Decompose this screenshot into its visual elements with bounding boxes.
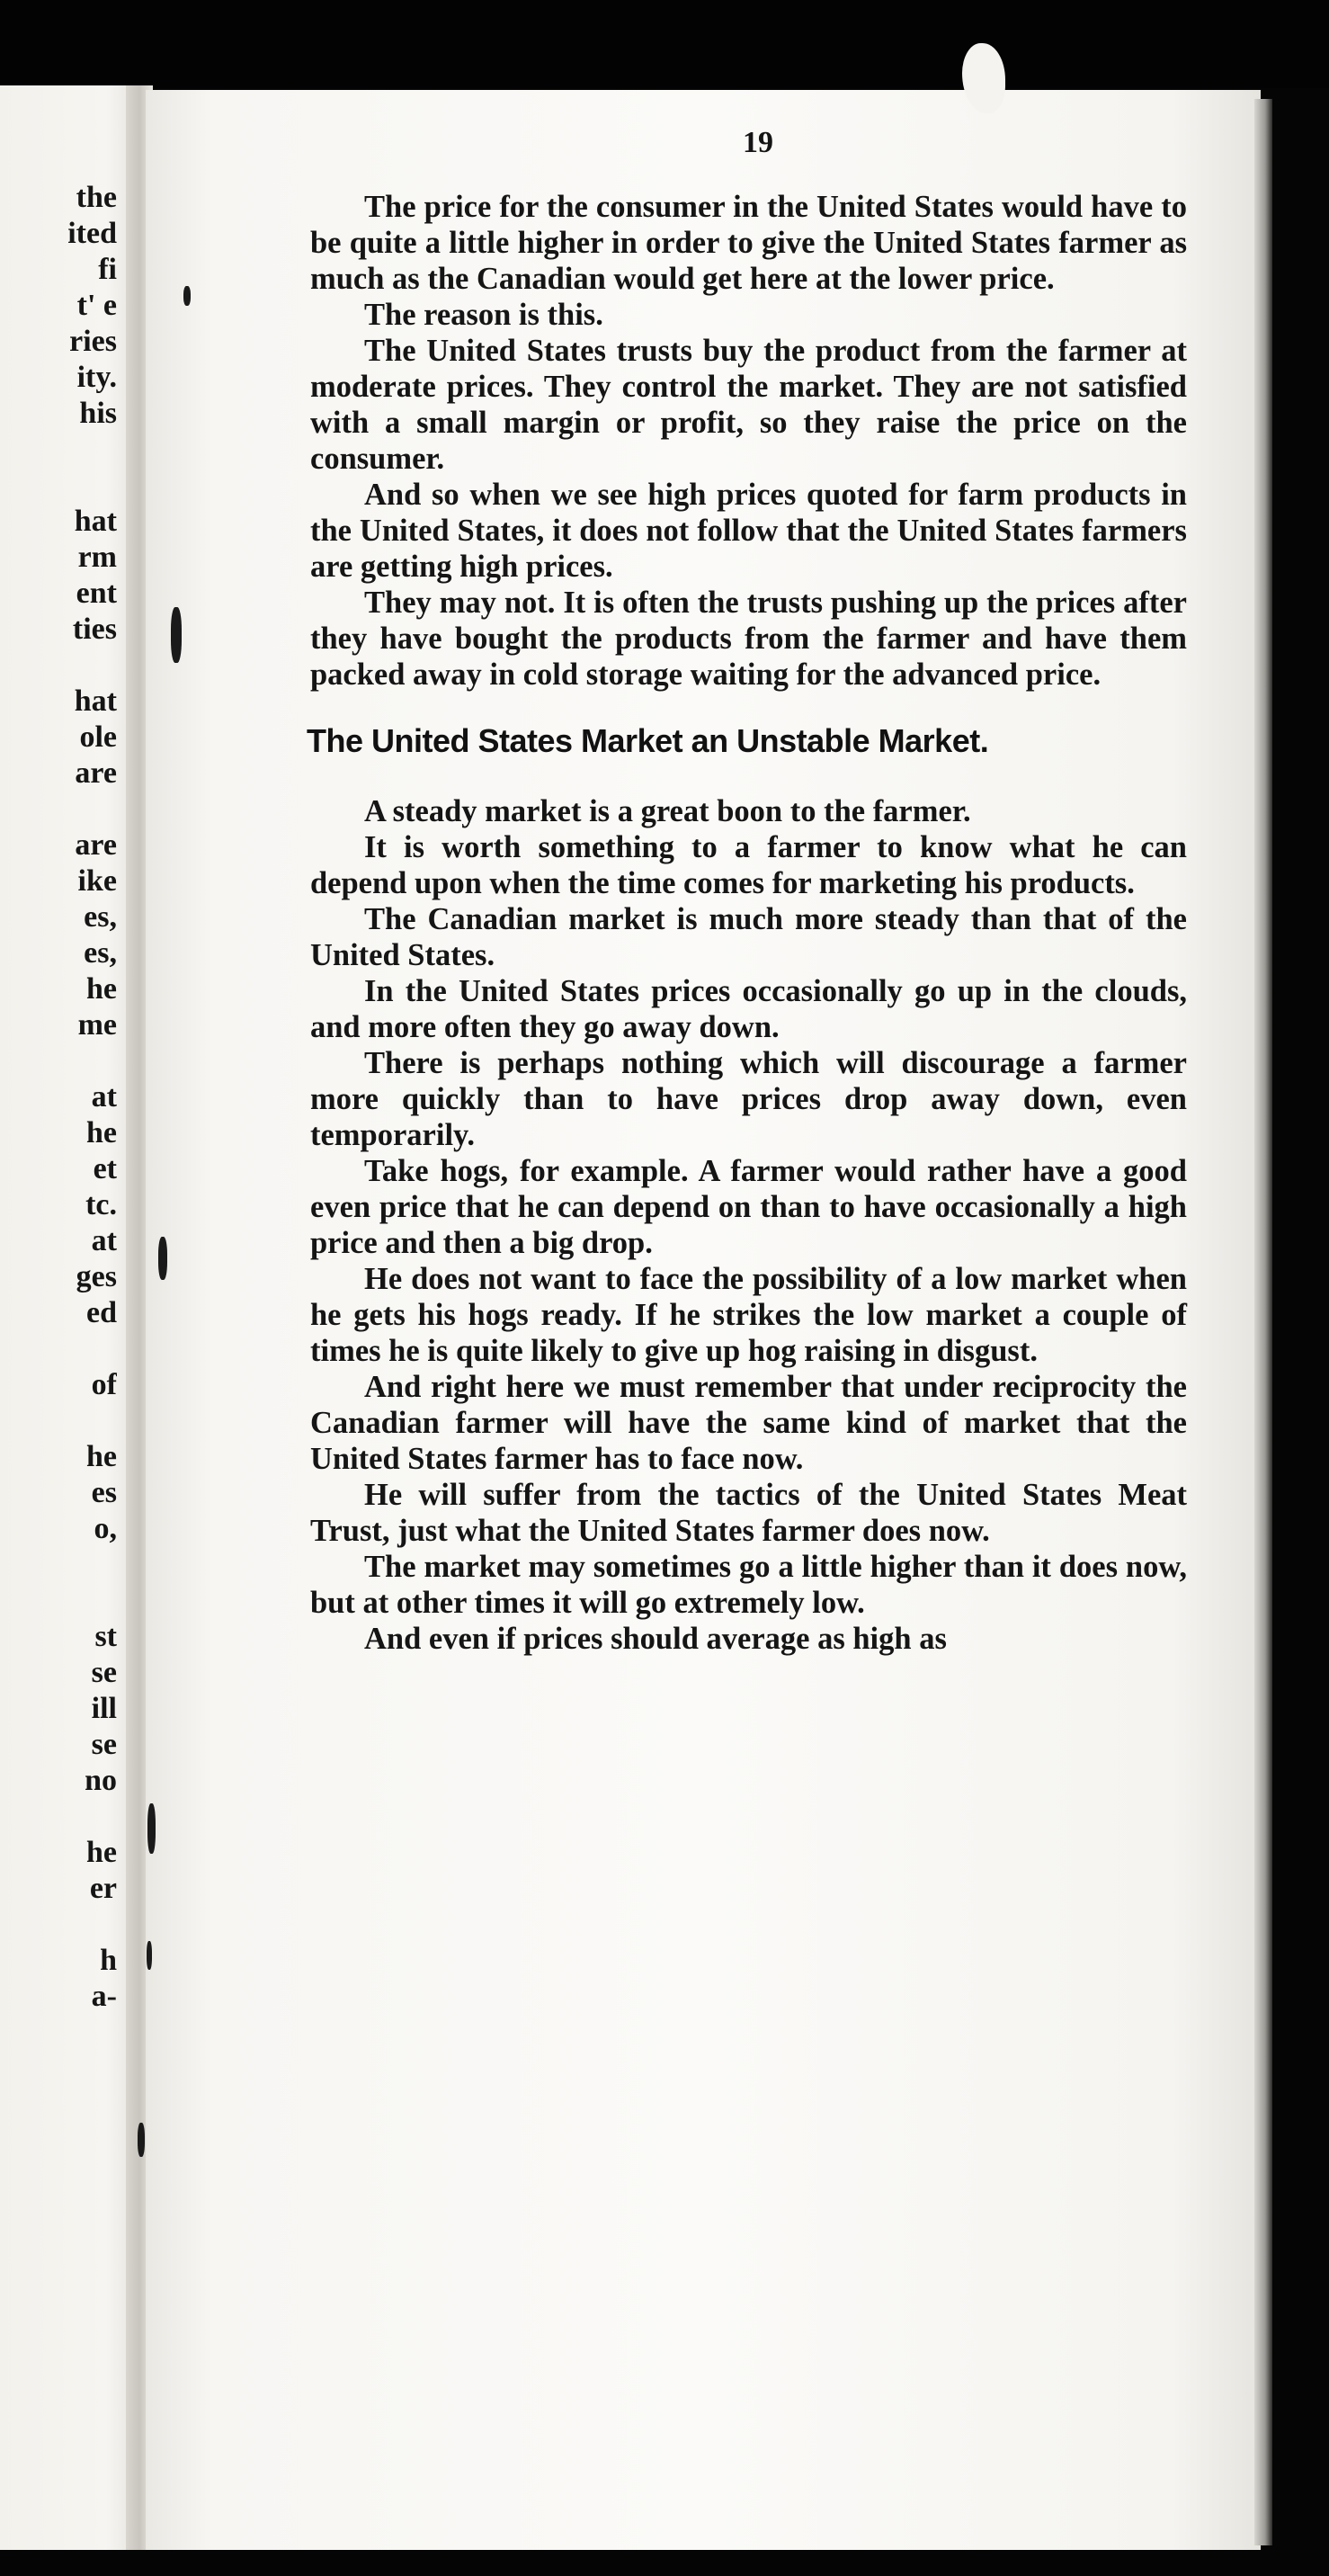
left-page-fragment-line: o, bbox=[94, 1512, 117, 1545]
left-page-fragment-line bbox=[0, 1799, 117, 1835]
paragraph: The market may sometimes go a little higher than it does now, but at other times it will go extremely low. bbox=[310, 1550, 1187, 1620]
gutter-ink-mark bbox=[147, 1941, 152, 1970]
paragraph: It is worth something to a farmer to know what he can depend upon when the time comes for marketing his products. bbox=[310, 830, 1187, 900]
left-page-fragment-line: hat bbox=[74, 684, 117, 718]
paragraph: The Canadian market is much more steady than that of the United States. bbox=[310, 902, 1187, 972]
left-page-fragment-line: es, bbox=[84, 900, 117, 934]
left-page-fragment-line: tc. bbox=[85, 1188, 117, 1221]
left-page-text-fragments bbox=[0, 180, 117, 2015]
paragraph: A steady market is a great boon to the farmer. bbox=[364, 794, 971, 828]
left-page-fragment-line: es bbox=[91, 1476, 117, 1509]
left-page-fragment-line bbox=[0, 1907, 117, 1943]
left-page-fragment-line: his bbox=[79, 397, 117, 430]
left-page-fragment-line: he bbox=[86, 1836, 117, 1869]
left-page-fragment-line: me bbox=[77, 1008, 117, 1042]
left-page-fragment-line: rm bbox=[77, 541, 117, 574]
left-page-fragment-line bbox=[0, 1331, 117, 1367]
paragraph: The price for the consumer in the United States would have to be quite a little higher in order to give the United States farmer as much as the Canadian would get here at the lower price. bbox=[310, 190, 1187, 296]
left-page-fragment-line: he bbox=[86, 1116, 117, 1149]
left-page-fragment-line: are bbox=[75, 828, 117, 862]
paragraph: The United States trusts buy the product from the farmer at moderate prices. They control the market. They are not satisfied with a small margin or profit, so they raise the price on the consumer. bbox=[310, 334, 1187, 476]
paragraph: He does not want to face the possibility of a low market when he gets his hogs ready. If he strikes the low market a couple of times he is quite likely to give up hog raising in disgust. bbox=[310, 1262, 1187, 1368]
left-page-fragment-line: ill bbox=[91, 1692, 117, 1725]
page-number: 19 bbox=[743, 126, 773, 159]
left-page-fragment-line: hat bbox=[74, 505, 117, 538]
left-page-fragment-line: se bbox=[91, 1728, 117, 1761]
paragraph: And even if prices should average as high as bbox=[364, 1622, 947, 1656]
left-page-fragment-line: st bbox=[94, 1620, 117, 1653]
left-page-fragment-line bbox=[0, 468, 117, 504]
left-page-fragment-line bbox=[0, 648, 117, 684]
left-page-fragment-line: ent bbox=[76, 577, 117, 610]
left-page-fragment-line bbox=[0, 432, 117, 468]
paragraph: He will suffer from the tactics of the United States Meat Trust, just what the United States farmer does now. bbox=[310, 1478, 1187, 1548]
left-page-fragment-line bbox=[0, 1403, 117, 1439]
page-edge-shadow bbox=[1254, 99, 1272, 2545]
left-page-fragment-line: h bbox=[100, 1944, 117, 1977]
paragraph: There is perhaps nothing which will discourage a farmer more quickly than to have prices drop away down, even temporarily. bbox=[310, 1046, 1187, 1152]
left-page-fragment-line: the bbox=[76, 181, 117, 214]
gutter-ink-mark bbox=[183, 286, 191, 306]
body-text bbox=[307, 189, 1187, 1657]
paragraph: And so when we see high prices quoted for farm products in the United States, it does not follow that the United States farmers are getting high prices. bbox=[310, 478, 1187, 584]
left-page-fragment-line: ike bbox=[77, 864, 117, 898]
paragraph: In the United States prices occasionally go up in the clouds, and more often they go away down. bbox=[310, 974, 1187, 1044]
left-page-fragment-line: ries bbox=[69, 325, 117, 358]
left-page-fragment-line: ges bbox=[76, 1260, 117, 1293]
left-page-fragment-line: a- bbox=[91, 1980, 117, 2013]
paragraph: And right here we must remember that under reciprocity the Canadian farmer will have the same kind of market that the United States farmer has to face now. bbox=[310, 1370, 1187, 1476]
gutter-ink-mark bbox=[158, 1237, 167, 1280]
left-page-fragment-line: ties bbox=[72, 613, 117, 646]
left-page-fragment-line: ole bbox=[79, 720, 117, 754]
left-page-fragment-line: es, bbox=[84, 936, 117, 970]
left-page-fragment-line: fi bbox=[98, 253, 117, 286]
left-page-fragment-line: ity. bbox=[76, 361, 117, 394]
paragraph: The reason is this. bbox=[364, 298, 603, 332]
left-page-fragment-line: of bbox=[91, 1368, 117, 1401]
left-page-fragment-line bbox=[0, 792, 117, 827]
left-page-fragment-line bbox=[0, 1583, 117, 1619]
left-page-fragment-line: he bbox=[86, 1440, 117, 1473]
left-page-fragment-line: at bbox=[91, 1224, 117, 1257]
scan-top-border bbox=[0, 0, 1329, 88]
gutter-ink-mark bbox=[147, 1803, 156, 1854]
paragraph: They may not. It is often the trusts pushing up the prices after they have bought the products from the farmer and have them packed away in cold storage waiting for the advanced price. bbox=[310, 586, 1187, 692]
left-page-fragment-line: at bbox=[91, 1080, 117, 1114]
left-page-fragment-line: ed bbox=[86, 1296, 117, 1329]
left-page-fragment-line: no bbox=[85, 1764, 117, 1797]
left-page-fragment-line: er bbox=[89, 1872, 117, 1905]
gutter-ink-mark bbox=[138, 2123, 145, 2157]
left-page-fragment-line bbox=[0, 1043, 117, 1079]
left-page-fragment-line bbox=[0, 1547, 117, 1583]
left-page-fragment-line: et bbox=[93, 1152, 117, 1185]
paragraph: Take hogs, for example. A farmer would rather have a good even price that he can depend on than to have occasionally a high price and then a big drop. bbox=[310, 1154, 1187, 1260]
section-heading: The United States Market an Unstable Market. bbox=[307, 722, 989, 759]
left-page-fragment-line: ited bbox=[67, 217, 117, 250]
left-page-fragment-line: are bbox=[75, 756, 117, 790]
left-page-fragment-line: t' e bbox=[76, 289, 117, 322]
left-page-fragment-line: se bbox=[91, 1656, 117, 1689]
gutter-ink-mark bbox=[171, 607, 182, 663]
left-page-fragment-line: he bbox=[86, 972, 117, 1006]
